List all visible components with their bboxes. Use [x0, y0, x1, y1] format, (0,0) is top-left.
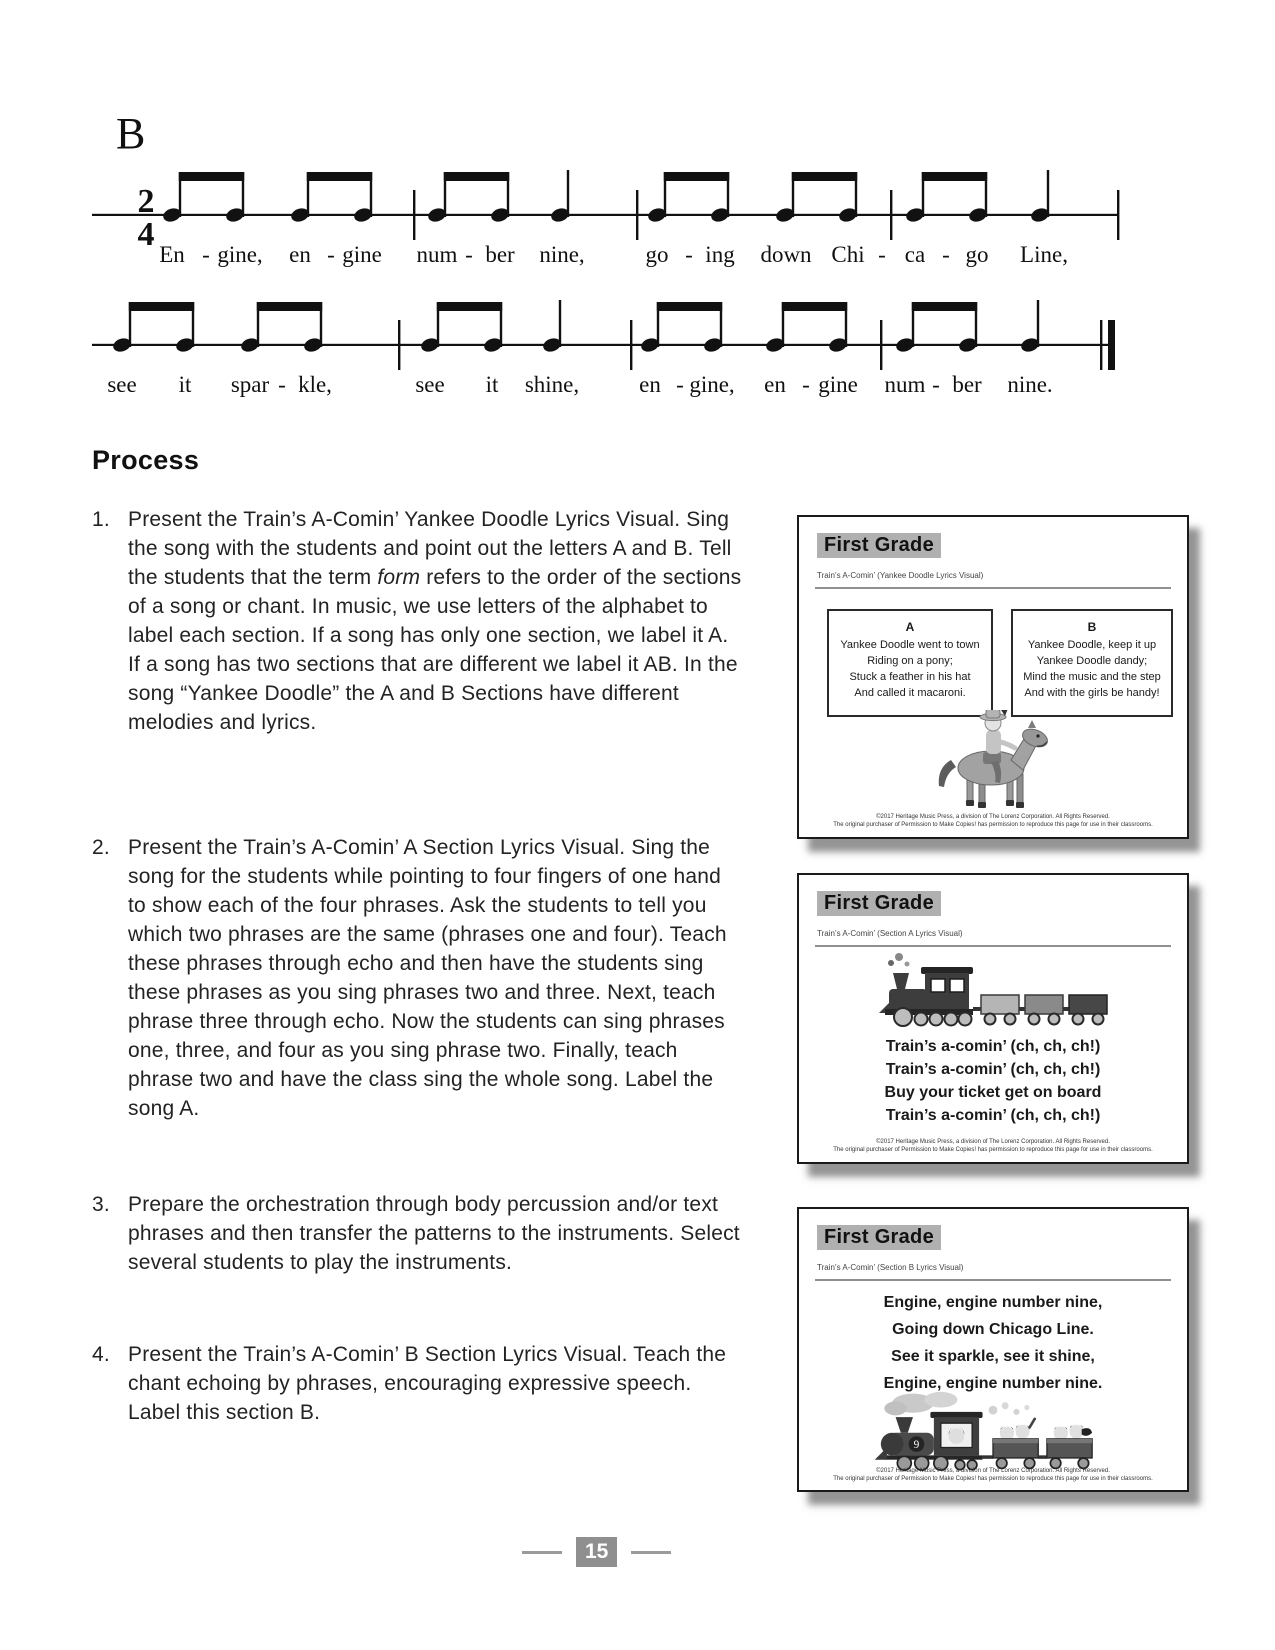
- quarter-note: [1029, 170, 1050, 224]
- lyric-syllable: see: [107, 372, 137, 397]
- process-step-text: Prepare the orchestration through body percussion and/or text phrases and then transfer the patterns to the instruments. Select several students to play the instruments.: [128, 1193, 740, 1274]
- staff-line: [92, 214, 1119, 216]
- process-step-text: Present the Train’s A-Comin’ A Section Lyrics Visual. Sing the song for the students while pointing to four fingers of one hand to show each of the four phrases. Ask the students to tell you which two phrases are the same (phrases one and four). Teach these phrases through echo and then have the students sing these phrases as you sing phrases two and three. Next, teach phrase three through echo. Now the students can sing phrases one, three, and four as you sing phrase two. Finally, teach phrase two and have the class sing the whole song. Label the song A.: [128, 836, 727, 1120]
- card-subtitle: Train’s A-Comin’ (Section B Lyrics Visual): [817, 1263, 964, 1272]
- quarter-note: [1019, 300, 1040, 354]
- rhythm-line-1: [88, 158, 1138, 298]
- card-divider: [815, 945, 1171, 947]
- card-title: First Grade: [817, 533, 941, 558]
- barline: [630, 320, 632, 370]
- beamed-eighth-pair: [764, 302, 848, 354]
- final-barline-thin: [1100, 320, 1102, 370]
- process-step-text: Present the Train’s A-Comin’ Yankee Doodle Lyrics Visual. Sing the song with the students and point out the letters A and B. Tell the students that the term form refers to the order of the sections of a song or chant. In music, we use letters of the alphabet to label each section. If a song has only one section, we label it A. If a song has two sections that are different we label it AB. In the song “Yankee Doodle” the A and B Sections have different melodies and lyrics.: [128, 508, 742, 734]
- lyric-hyphen: -: [932, 372, 940, 397]
- first-grade-card-section-b: [797, 1207, 1189, 1492]
- section-a-lyrics: Train’s a-comin’ (ch, ch, ch!) Train’s a-comin’ (ch, ch, ch!) Buy your ticket get on board Train’s a-comin’ (ch, ch, ch!): [884, 1038, 1102, 1124]
- list-number: 2.: [92, 836, 110, 859]
- barline: [890, 190, 892, 240]
- section-b-lyrics-box: B Yankee Doodle, keep it up Yankee Doodle dandy; Mind the music and the step And with the girls be handy!: [1011, 609, 1173, 717]
- page-footer: [522, 1537, 671, 1567]
- process-heading: Process: [92, 445, 200, 475]
- lyric-syllable: it: [178, 372, 192, 397]
- first-grade-card-yankee-doodle: [797, 515, 1189, 839]
- section-a-lyrics-box: A Yankee Doodle went to town Riding on a pony; Stuck a feather in his hat And called it macaroni.: [827, 609, 993, 717]
- barline: [398, 320, 400, 370]
- process-step-text: Present the Train’s A-Comin’ B Section Lyrics Visual. Teach the chant echoing by phrases, encouraging expressive speech. Label this section B.: [128, 1343, 727, 1424]
- beamed-eighth-pair: [894, 302, 978, 354]
- lyric-syllable: kle,: [298, 372, 332, 397]
- beamed-eighth-pair: [426, 172, 510, 224]
- barline: [413, 190, 415, 240]
- section-b-label: B: [116, 109, 146, 158]
- lyric-syllable: num: [884, 372, 926, 397]
- barline: [636, 190, 638, 240]
- lyric-syllable: down: [760, 242, 812, 267]
- beamed-eighth-pair: [289, 172, 373, 224]
- process-step-4: [92, 1340, 760, 1427]
- lyric-syllable: nine,: [539, 242, 585, 267]
- lyric-syllable: ca: [904, 242, 926, 267]
- train-with-children-illustration: [843, 1391, 1143, 1471]
- lyric-syllable: it: [485, 372, 499, 397]
- train-illustration: [863, 951, 1123, 1031]
- list-number: 3.: [92, 1193, 110, 1216]
- card-divider: [815, 587, 1171, 589]
- lyric-hyphen: -: [942, 242, 950, 267]
- rhythm-line-2: [88, 288, 1138, 428]
- lyric-hyphen: -: [878, 242, 886, 267]
- lyric-syllable: num: [416, 242, 458, 267]
- copyright-fineprint: ©2017 Heritage Music Press, a division of The Lorenz Corporation. All Rights Reserved. The original purchaser of Permission to Make Copies! has permission to reproduce this page for use in their classrooms.: [833, 1139, 1153, 1153]
- lyric-syllable: gine,: [217, 242, 263, 267]
- lyric-syllable: gine: [342, 242, 382, 267]
- lyric-hyphen: -: [465, 242, 473, 267]
- lyric-hyphen: -: [685, 242, 693, 267]
- section-a-label: A: [905, 620, 915, 634]
- beamed-eighth-pair: [774, 172, 858, 224]
- lyric-hyphen: -: [802, 372, 810, 397]
- process-step-3: [92, 1190, 760, 1277]
- lyric-syllable: ing: [705, 242, 735, 267]
- copyright-fineprint: ©2017 Heritage Music Press, a division of The Lorenz Corporation. All Rights Reserved. The original purchaser of Permission to Make Copies! has permission to reproduce this page for use in their classrooms.: [833, 1468, 1153, 1482]
- card-title: First Grade: [817, 1225, 941, 1250]
- beamed-eighth-pair: [646, 172, 730, 224]
- list-number: 4.: [92, 1343, 110, 1366]
- lyric-syllable: Line,: [1020, 242, 1068, 267]
- lyric-hyphen: -: [278, 372, 286, 397]
- time-signature-bottom: 4: [137, 216, 155, 253]
- section-b-label: B: [1087, 620, 1097, 634]
- footer-dash: [522, 1551, 562, 1554]
- lyric-hyphen: -: [327, 242, 335, 267]
- lyric-syllable: ber: [485, 242, 515, 267]
- card-divider: [815, 1279, 1171, 1281]
- lyric-syllable: go: [645, 242, 669, 267]
- section-b-lyrics: Engine, engine number nine, Going down Chicago Line. See it sparkle, see it shine, Engine, engine number nine.: [883, 1294, 1103, 1392]
- beamed-eighth-pair: [639, 302, 723, 354]
- process-step-2: [92, 833, 760, 1123]
- lyric-syllable: en: [289, 242, 311, 267]
- lyric-syllable: gine,: [689, 372, 735, 397]
- quarter-note: [541, 300, 562, 354]
- lyric-syllable: gine: [818, 372, 858, 397]
- lyric-hyphen: -: [676, 372, 684, 397]
- copyright-fineprint: ©2017 Heritage Music Press, a division of The Lorenz Corporation. All Rights Reserved. The original purchaser of Permission to Make Copies! has permission to reproduce this page for use in their classrooms.: [833, 814, 1153, 828]
- lyric-syllable: Chi: [831, 242, 865, 267]
- beamed-eighth-pair: [111, 302, 195, 354]
- lyric-syllable: nine.: [1007, 372, 1053, 397]
- barline: [880, 320, 882, 370]
- beamed-eighth-pair: [419, 302, 503, 354]
- card-title: First Grade: [817, 891, 941, 916]
- beamed-eighth-pair: [239, 302, 323, 354]
- lyric-syllable: go: [965, 242, 989, 267]
- lyric-syllable: ber: [952, 372, 982, 397]
- beamed-eighth-pair: [904, 172, 988, 224]
- card-subtitle: Train’s A-Comin’ (Yankee Doodle Lyrics Visual): [817, 571, 984, 580]
- beamed-eighth-pair: [161, 172, 245, 224]
- final-barline-thick: [1108, 320, 1115, 370]
- quarter-note: [549, 170, 570, 224]
- lyric-hyphen: -: [202, 242, 210, 267]
- first-grade-card-section-a: [797, 873, 1189, 1164]
- engine-number: 9: [913, 1438, 920, 1451]
- lyric-syllable: en: [639, 372, 661, 397]
- time-signature-top: 2: [137, 183, 155, 220]
- lyric-syllable: spar: [230, 372, 270, 397]
- lyric-syllable: En: [159, 242, 185, 267]
- process-step-1: [92, 505, 760, 737]
- barline: [1117, 190, 1119, 240]
- list-number: 1.: [92, 508, 110, 531]
- card-subtitle: Train’s A-Comin’ (Section A Lyrics Visual): [817, 929, 963, 938]
- lyric-syllable: see: [415, 372, 445, 397]
- page-number: 15: [576, 1537, 617, 1567]
- footer-dash: [631, 1551, 671, 1554]
- horse-rider-illustration: [929, 710, 1059, 812]
- lyric-syllable: en: [764, 372, 786, 397]
- lyric-syllable: shine,: [524, 372, 580, 397]
